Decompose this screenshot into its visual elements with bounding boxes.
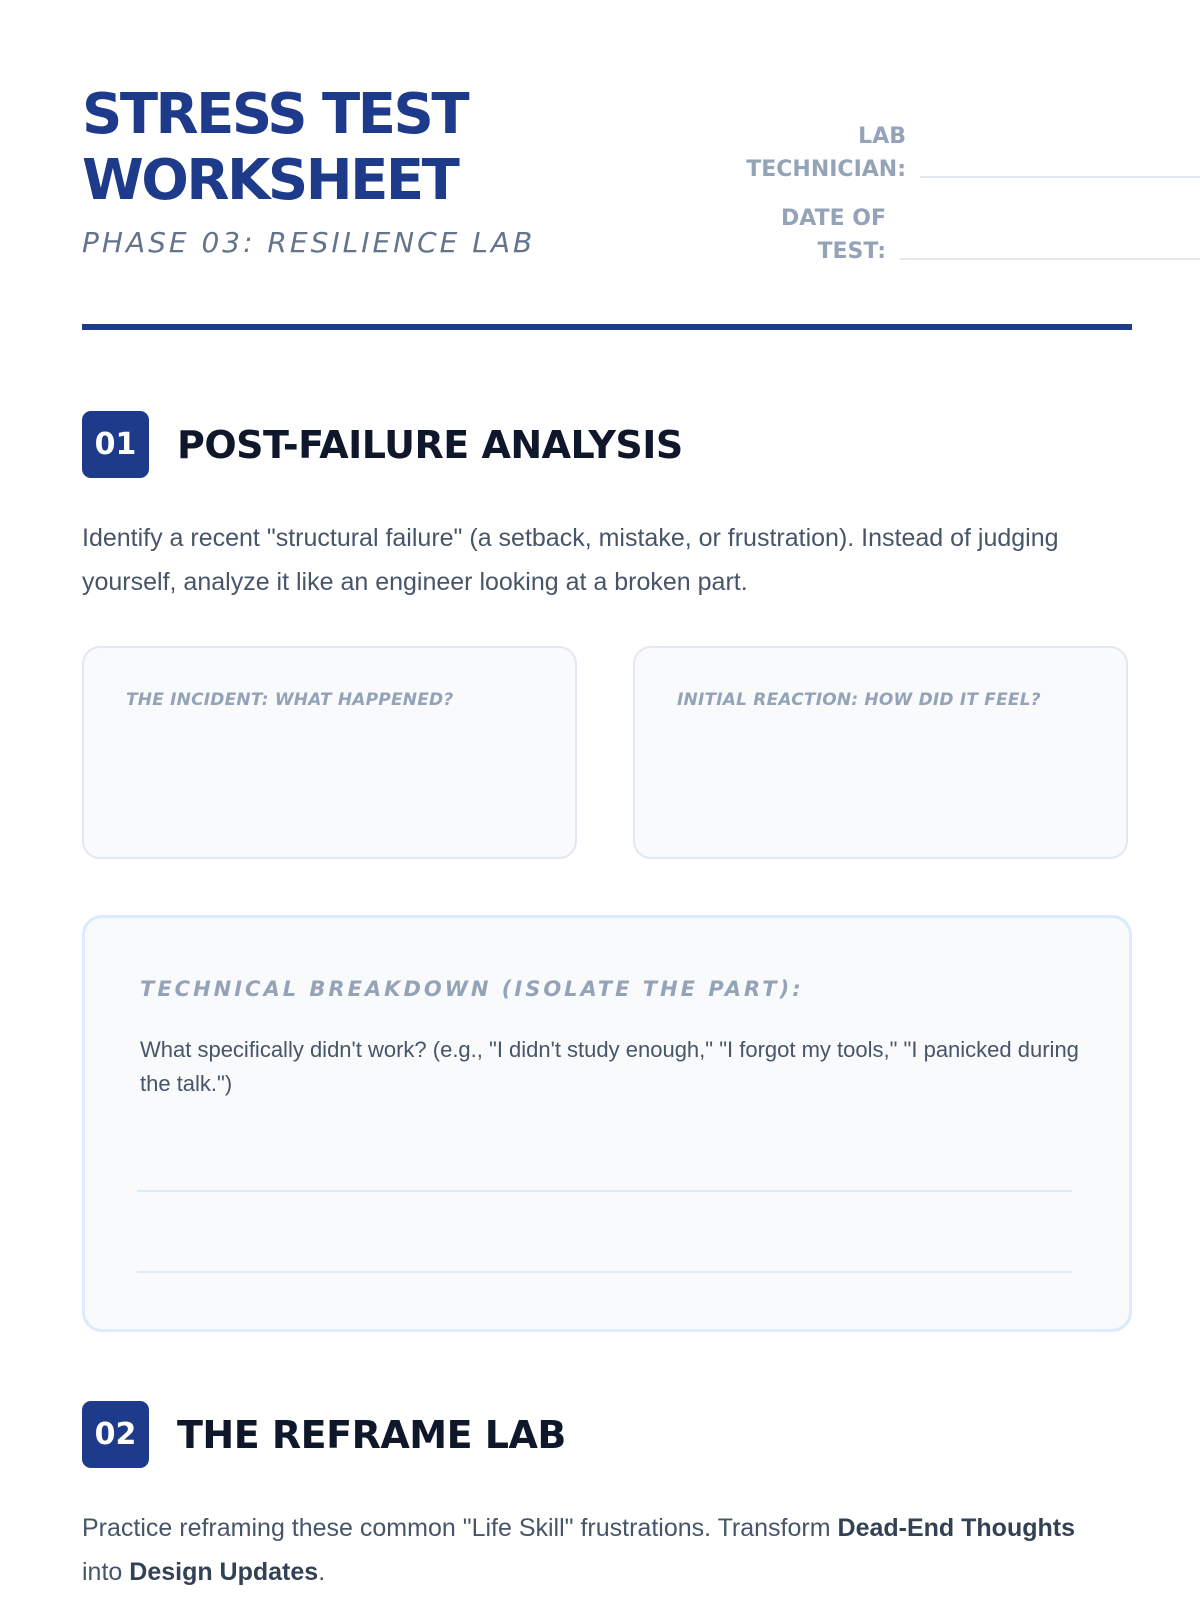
- section-02-desc-bold-2: Design Updates: [129, 1558, 319, 1586]
- section-01-header: [82, 411, 683, 478]
- section-02-header: [82, 1401, 566, 1468]
- title-line-2: WORKSHEET: [82, 148, 458, 213]
- section-02-title: THE REFRAME LAB: [177, 1412, 566, 1457]
- date-of-test-label-line-2: TEST:: [817, 239, 886, 264]
- title-line-1: STRESS TEST: [82, 82, 468, 147]
- date-of-test-label: [678, 202, 886, 268]
- worksheet-page: [82, 0, 1132, 1600]
- technical-breakdown-prompt: What specifically didn't work? (e.g., "I didn't study enough," "I forgot my tools," "I panicked during the talk."): [140, 1037, 1079, 1096]
- lab-technician-label-line-1: LAB: [858, 124, 906, 149]
- section-01-number-badge: 01: [82, 411, 149, 478]
- section-01-title: POST-FAILURE ANALYSIS: [177, 422, 683, 467]
- lab-technician-label-line-2: TECHNICIAN:: [746, 157, 906, 182]
- section-02-desc-text-2: into: [82, 1558, 130, 1586]
- breakdown-write-line-2[interactable]: [137, 1271, 1072, 1273]
- section-02-description: [82, 1506, 1092, 1594]
- lab-technician-blank[interactable]: [920, 176, 1200, 178]
- lab-technician-label: [678, 120, 906, 186]
- header-divider: [82, 324, 1132, 330]
- reaction-box[interactable]: [633, 646, 1128, 859]
- section-02-desc-text-3: .: [318, 1558, 326, 1586]
- section-02-desc-text-1: Practice reframing these common "Life Skill" frustrations. Transform: [82, 1514, 838, 1542]
- technical-breakdown-title: TECHNICAL BREAKDOWN (ISOLATE THE PART):: [140, 977, 804, 1001]
- phase-subtitle: PHASE 03: RESILIENCE LAB: [82, 226, 536, 259]
- section-02-number-badge: 02: [82, 1401, 149, 1468]
- section-02-desc-bold-1: Dead-End Thoughts: [837, 1514, 1075, 1542]
- incident-label: THE INCIDENT: WHAT HAPPENED?: [126, 690, 454, 710]
- date-of-test-blank[interactable]: [900, 258, 1200, 260]
- technical-breakdown-box: [82, 915, 1132, 1332]
- date-of-test-field: [678, 202, 1200, 268]
- reaction-label: INITIAL REACTION: HOW DID IT FEEL?: [677, 690, 1041, 710]
- incident-box[interactable]: [82, 646, 577, 859]
- breakdown-write-line-1[interactable]: [137, 1190, 1072, 1192]
- section-01-description: Identify a recent "structural failure" (a setback, mistake, or frustration). Instead of judging yourself, analyze it like an engineer looking at a broken part.: [82, 524, 1059, 596]
- worksheet-title: [82, 82, 642, 214]
- date-of-test-label-line-1: DATE OF: [780, 206, 886, 231]
- lab-technician-field: [678, 120, 1200, 186]
